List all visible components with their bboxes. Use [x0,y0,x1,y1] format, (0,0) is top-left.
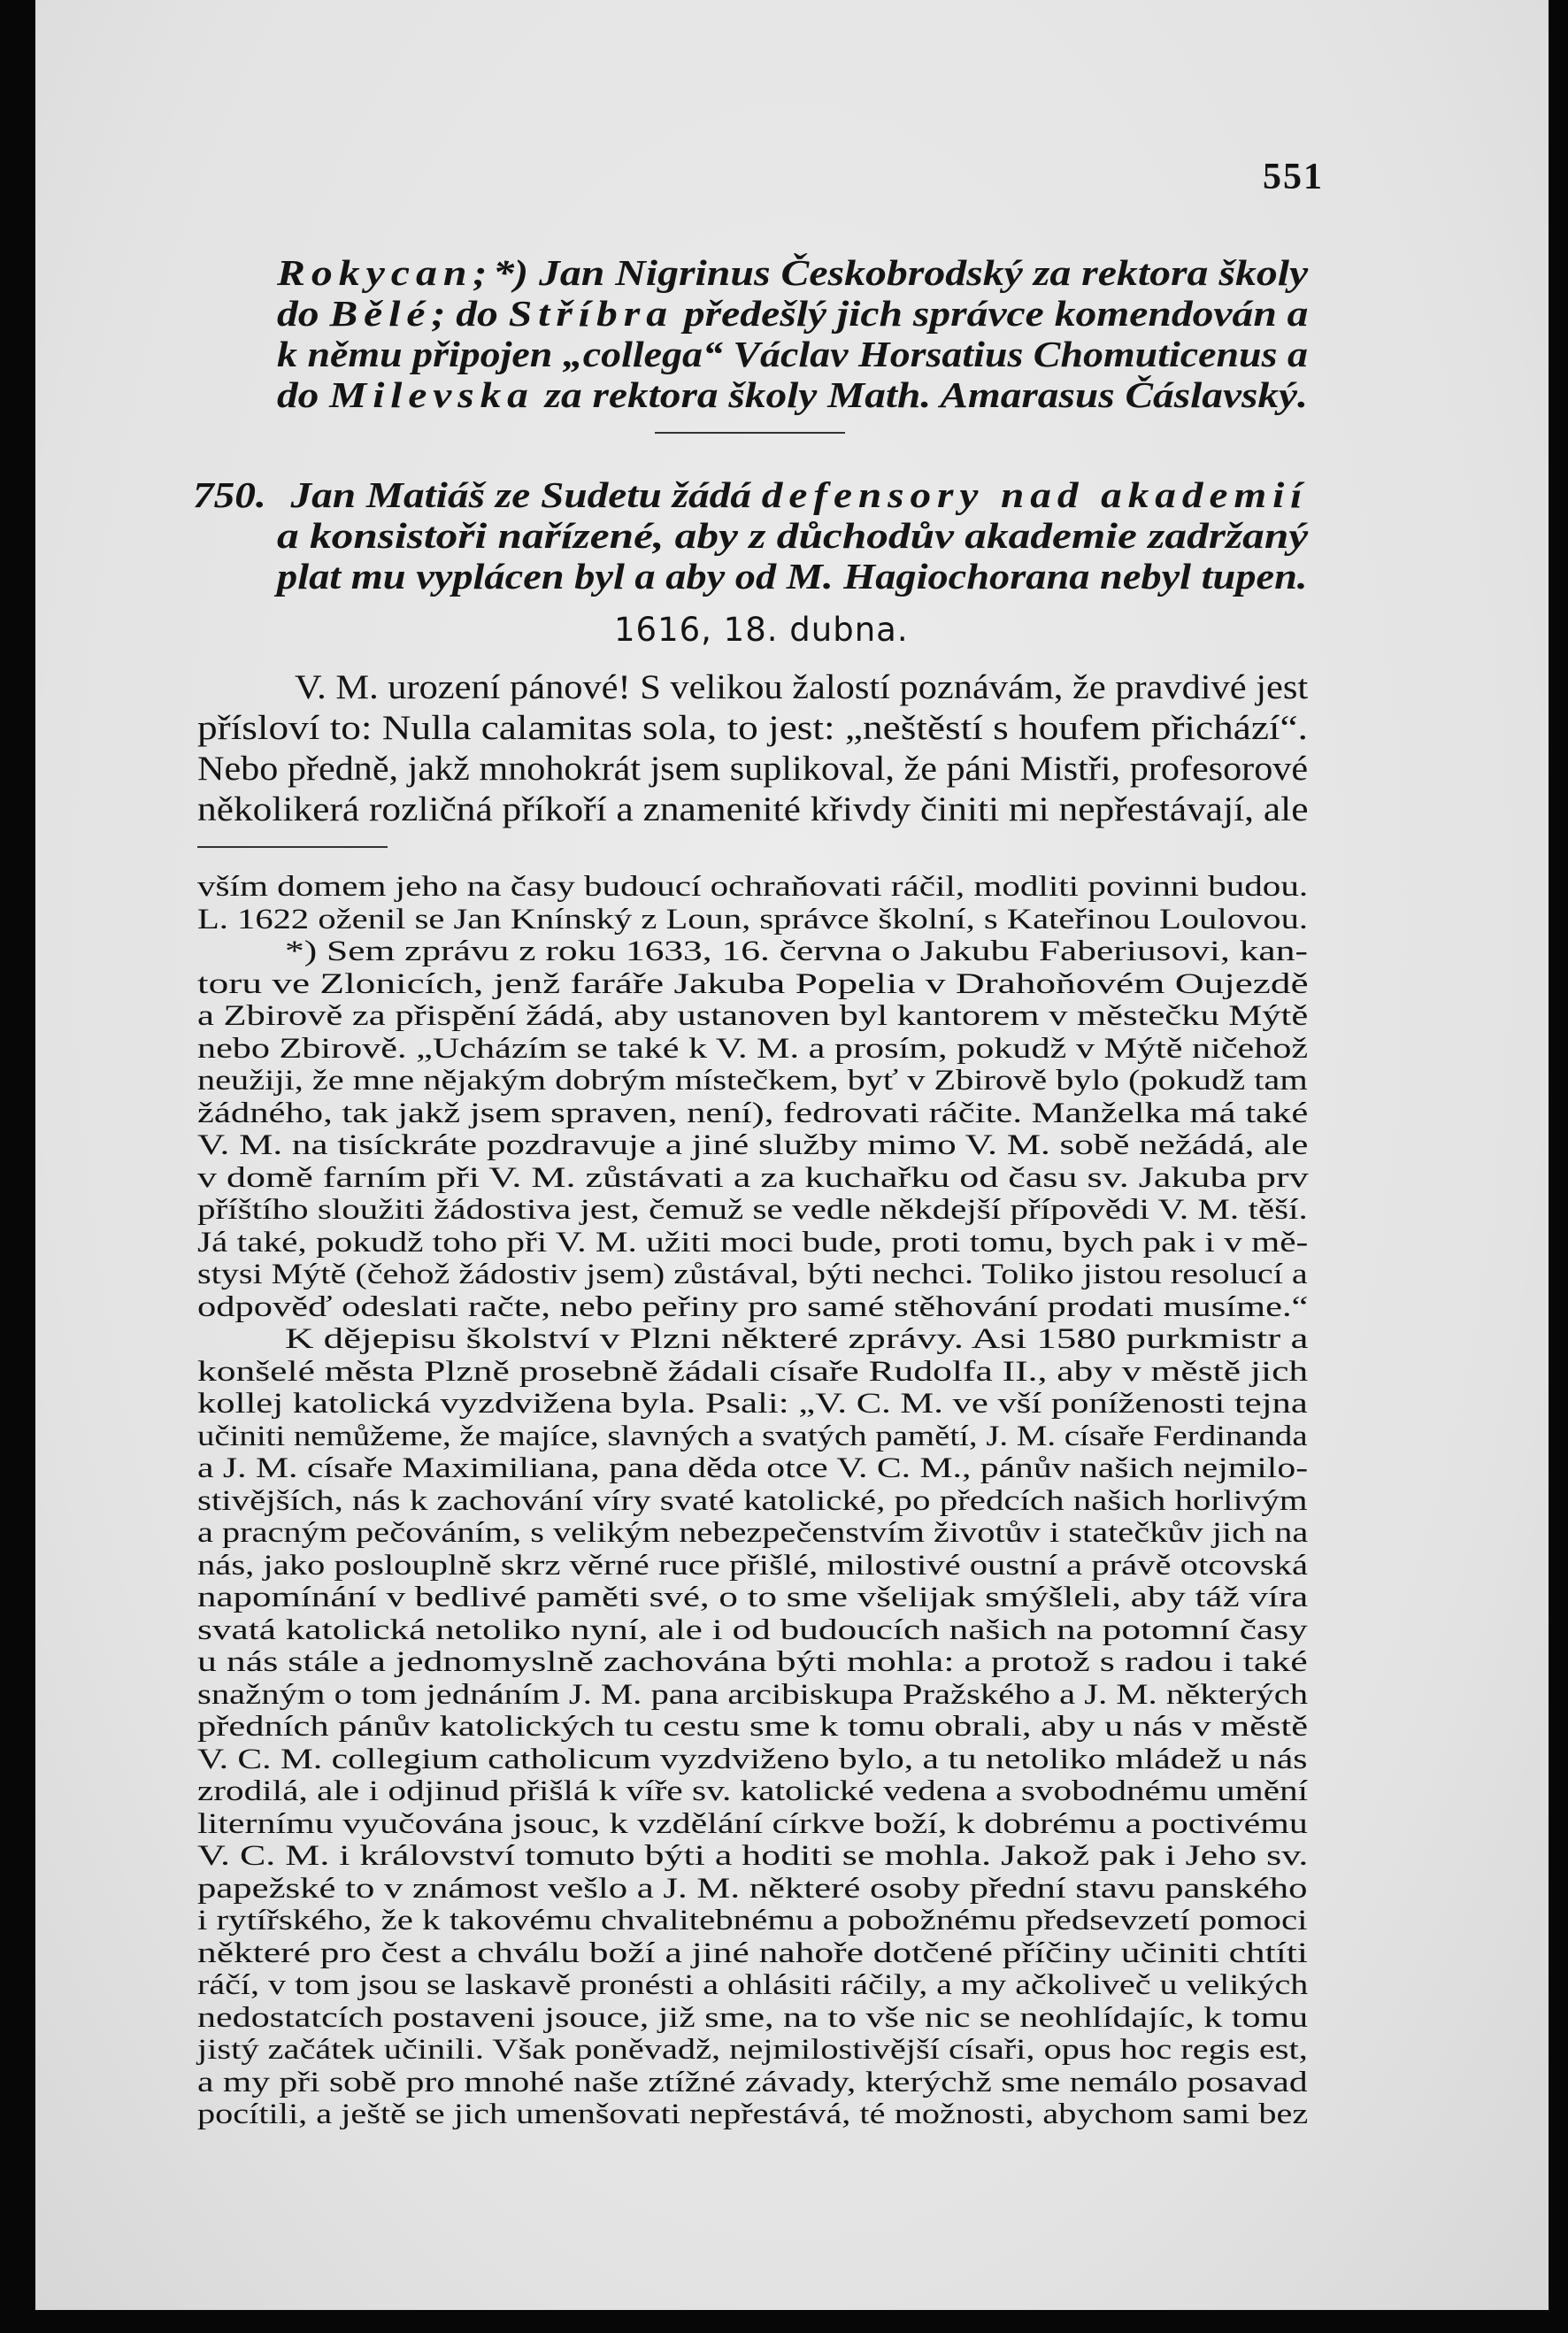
footnote-line: svatá katolická netoliko nyní, ale i od budoucích našich na potomní časy [197,1613,1308,1646]
footnote-line: a Zbirově za přispění žádá, aby ustanoven byl kantorem v městečku Mýtě [197,1000,1309,1032]
entry-heading-line [277,514,1308,557]
scan-edge-bottom [0,2310,1568,2333]
intro-line [277,251,1308,294]
scan-edge-left [0,0,35,2333]
footnote-line: toru ve Zlonicích, jenž faráře Jakuba Popelia v Drahoňovém Oujezdě [197,967,1309,1000]
footnote-line: ráčí, v tom jsou se laskavě pronésti a ohlásiti ráčily, a my ačkoliveč u velikých [197,1969,1309,2001]
body-line: V. M. urození pánové! S velikou žalostí poznávám, že pravdivé jest [295,668,1309,706]
intro-text: do [277,374,330,415]
page-number: 551 [1263,157,1324,197]
footnote-line: pocítili, a ještě se jich umenšovati nepřestává, té možnosti, abychom sami bez [197,2098,1309,2130]
intro-text: *) Jan Nigrinus Českobrodský za rektora školy [493,252,1309,293]
footnote-line: žádného, tak jakž jsem spraven, není), fedrovati ráčite. Manželka má také [197,1097,1309,1129]
footnote-line: napomínání v bedlivé paměti své, o to sme všelijak smýšleli, aby táž víra [197,1582,1309,1613]
footnote-line: u nás stále a jednomyslně zachována býti mohla: a protož s radou i také [197,1646,1308,1678]
footnote-line: liternímu vyučována jsouc, k vzdělání církve boží, k dobrému a poctivému [197,1807,1308,1840]
entry-heading-line [193,474,1308,516]
footnote-line: V. M. na tisíckráte pozdravuje a jiné služby mimo V. M. sobě nežádá, ale [197,1129,1309,1161]
intro-place-stribra: Stříbra [508,293,673,334]
footnote-line: *) Sem zprávu z roku 1633, 16. června o Jakubu Faberiusovi, kan- [285,936,1308,967]
entry-heading-spaced: defensory nad akademií [761,474,1309,515]
intro-place-rokycan: Rokycan; [277,252,494,293]
footnote-line: i rytířského, že k takovému chvalitebnému a pobožnému předsevzetí pomoci [197,1905,1308,1936]
entry-heading-line [277,555,1308,597]
footnote-line: K dějepisu školství v Plzni některé zprávy. Asi 1580 purkmistr a [285,1323,1309,1355]
entry-heading-text: Jan Matiáš ze Sudetu žádá [290,474,762,515]
intro-text: za rektora školy Math. Amarasus Čáslavský. [534,374,1308,415]
body-line: přísloví to: Nulla calamitas sola, to jest: „neštěstí s houfem přichází“. [197,709,1308,747]
footnote-line: jistý začátek učinili. Však poněvadž, nejmilostivější císaři, opus hoc regis est, [197,2034,1308,2066]
footnote-line: L. 1622 oženil se Jan Knínský z Loun, správce školní, s Kateřinou Loulovou. [197,903,1309,936]
footnote-line: odpověď odeslati račte, nebo peřiny pro samé stěhování prodati musíme.“ [197,1290,1309,1323]
intro-text: ; do [431,293,509,334]
entry-heading-text: plat mu vyplácen byl a aby od M. Hagiochorana nebyl tupen. [277,556,1308,597]
intro-line [277,373,1308,416]
footnote-line: snažným o tom jednáním J. M. pana arcibiskupa Pražského a J. M. některých [197,1678,1309,1711]
footnote-line: učiniti nemůžeme, že majíce, slavných a svatých pamětí, J. M. císaře Ferdinanda [197,1420,1308,1452]
section-divider [655,432,845,434]
footnote-line: některé pro čest a chválu boží a jiné nahoře dotčené příčiny učiniti chtíti [197,1936,1308,1969]
footnote-line: nás, jako poslouplně skrz věrné ruce přišlé, milostivé oustní a právě otcovská [197,1549,1309,1582]
footnote-line: vším domem jeho na časy budoucí ochraňovati ráčil, modliti povinni budou. [197,871,1309,903]
footnote-line: zrodilá, ale i odjinud přišlá k víře sv. katolické vedena a svobodnému umění [197,1775,1309,1807]
entry-number: 750. [193,474,266,515]
footnote-line: neužiji, že mne nějakým dobrým místečkem, byť v Zbirově bylo (pokudž tam [197,1065,1308,1097]
intro-place-milevska: Milevska [329,374,534,415]
intro-text: předešlý jich správce komendován a [673,293,1309,334]
footnote-line: papežské to v známost vešlo a J. M. některé osoby přední stavu panského [197,1872,1308,1905]
entry-date: 1616, 18. dubna. [614,611,909,649]
footnote-line: a pracným pečováním, s velikým nebezpečenstvím životův i statečkův jich na [197,1517,1309,1549]
footnote-divider [197,846,388,848]
intro-place-bele: Bělé [329,293,432,334]
scan-edge-right [1549,0,1568,2333]
body-line: Nebo předně, jakž mnohokrát jsem suplikoval, že páni Mistři, profesorové [197,750,1309,788]
footnote-line: v domě farním při V. M. zůstávati a za kuchařku od času sv. Jakuba prv [197,1161,1309,1194]
footnote-line: nebo Zbirově. „Ucházím se také k V. M. a prosím, pokudž v Mýtě ničehož [197,1032,1309,1065]
intro-text: do [277,293,330,334]
intro-line [277,333,1308,375]
intro-line [277,292,1308,335]
footnote-line: V. C. M. i království tomuto býti a hoditi se mohla. Jakož pak i Jeho sv. [197,1840,1309,1872]
footnote-line: Já také, pokudž toho při V. M. užiti moci bude, proti tomu, bych pak i v mě- [197,1226,1309,1259]
entry-heading-text: a konsistoři nařízené, aby z důchodův akademie zadržaný [277,515,1309,556]
footnote-line: kollej katolická vyzdvižena byla. Psali: „V. C. M. ve vší poníženosti tejna [197,1388,1308,1420]
footnote-line: stysi Mýtě (čehož žádostiv jsem) zůstával, býti nechci. Toliko jistou resolucí a [197,1259,1308,1290]
footnote-line: stivějších, nás k zachování víry svaté katolické, po předcích našich horlivým [197,1484,1308,1517]
footnote-line: nedostatcích postaveni jsouce, již sme, na to vše nic se neohlídajíc, k tomu [197,2001,1309,2034]
body-line: několikerá rozličná příkoří a znamenité křivdy činiti mi nepřestávají, ale [197,790,1309,828]
footnote-line: příštího sloužiti žádostiva jest, čemuž se vedle někdejší přípovědi V. M. těší. [197,1194,1308,1226]
footnote-line: konšelé města Plzně prosebně žádali císaře Rudolfa II., aby v městě jich [197,1355,1309,1388]
footnote-line: a J. M. císaře Maximiliana, pana děda otce V. C. M., pánův našich nejmilo- [197,1452,1309,1484]
footnote-line: a my při sobě pro mnohé naše ztížné závady, kterýchž sme nemálo posavad [197,2066,1308,2098]
footnote-line: V. C. M. collegium catholicum vyzdviženo bylo, a tu netoliko mládež u nás [197,1743,1308,1775]
intro-text: k němu připojen „collega“ Václav Horsatius Chomuticenus a [277,334,1308,374]
footnote-line: předních pánův katolických tu cestu sme k tomu obrali, aby u nás v městě [197,1711,1309,1743]
